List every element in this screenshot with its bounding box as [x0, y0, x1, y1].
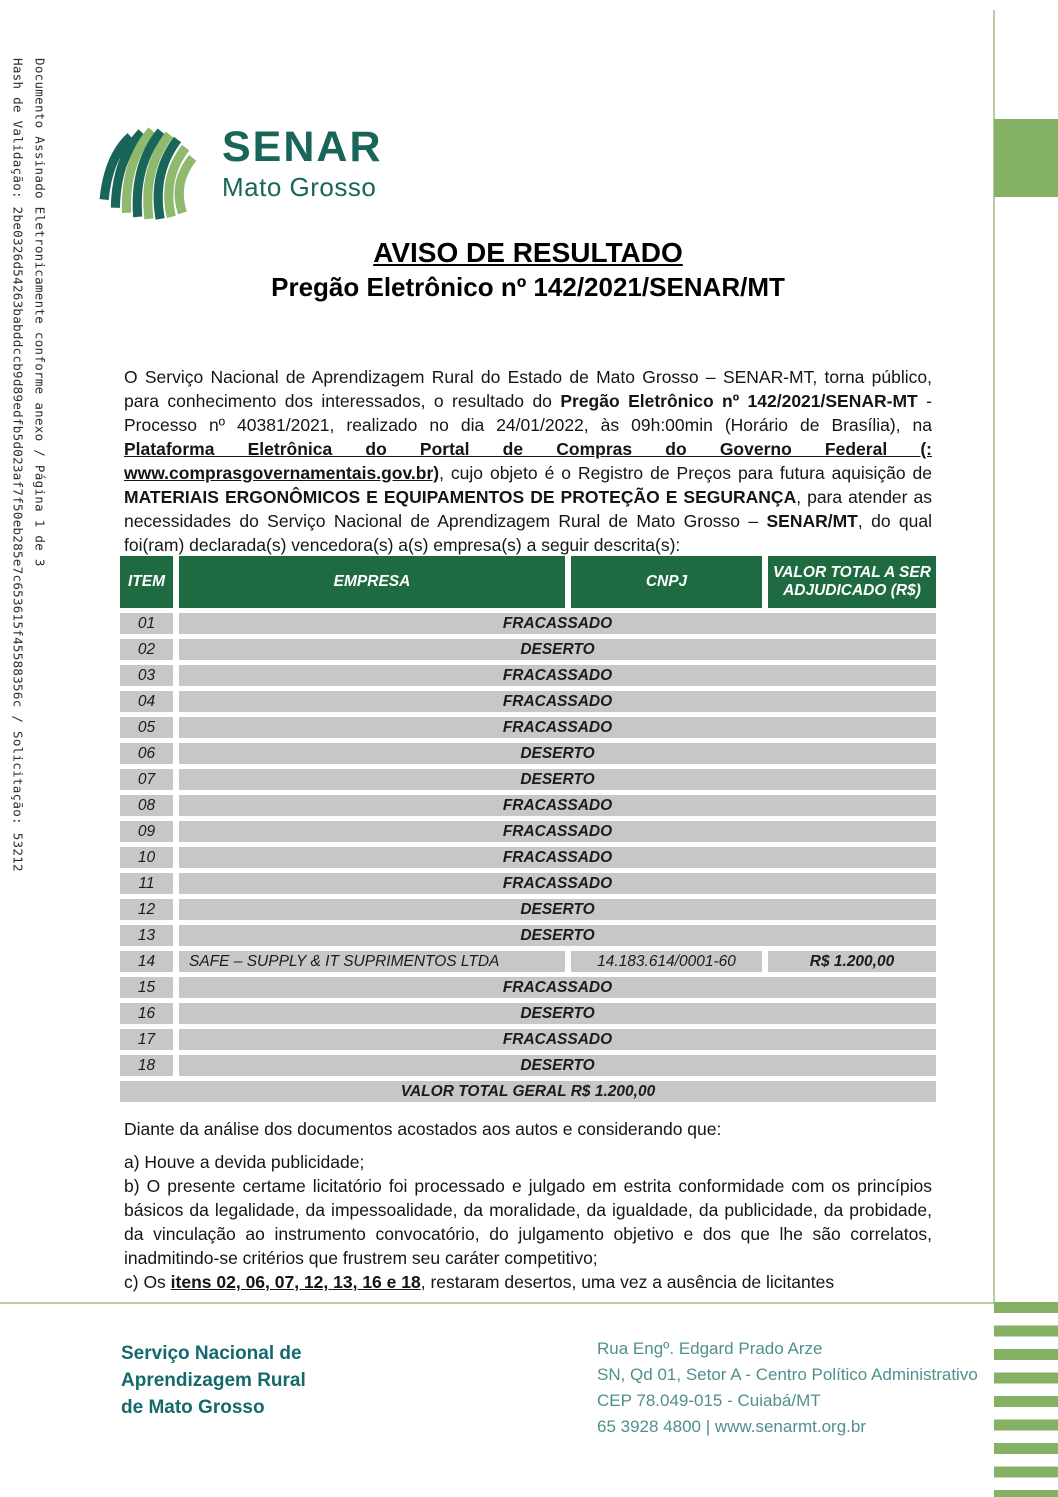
intro-segment: , para atender as necessidades do Serviço Nacional de Aprendizagem Rural de Mato Grosso –	[124, 486, 932, 531]
right-edge-green-block	[994, 119, 1058, 197]
results-table-body	[120, 613, 936, 1102]
item-cell: 16	[120, 1003, 173, 1024]
status-cell: FRACASSADO	[179, 613, 936, 634]
page-subtitle: Pregão Eletrônico nº 142/2021/SENAR/MT	[271, 272, 785, 302]
intro-segment-pregao: Pregão Eletrônico nº 142/2021/SENAR-MT	[560, 390, 918, 411]
logo-subtitle: Mato Grosso	[222, 172, 377, 202]
compras-gov-link[interactable]: Plataforma Eletrônica do Portal de Compras do Governo Federal (: www.comprasgovernamentais.gov.br)	[124, 438, 932, 483]
table-total-row	[120, 1081, 936, 1102]
intro-segment: , cujo objeto é o Registro de Preços para futura aquisição de	[439, 462, 932, 483]
logo-text	[222, 100, 383, 222]
status-cell: DESERTO	[179, 1055, 936, 1076]
table-row	[120, 691, 936, 712]
status-cell: FRACASSADO	[179, 847, 936, 868]
document-title-block	[124, 237, 932, 303]
empresa-cell: SAFE – SUPPLY & IT SUPRIMENTOS LTDA	[179, 951, 565, 972]
footer-org-line: Serviço Nacional de	[121, 1343, 302, 1364]
item-cell: 03	[120, 665, 173, 686]
table-row	[120, 847, 936, 868]
header-empresa: EMPRESA	[179, 556, 565, 608]
status-cell: DESERTO	[179, 769, 936, 790]
table-row	[120, 639, 936, 660]
status-cell: FRACASSADO	[179, 665, 936, 686]
header-cnpj: CNPJ	[571, 556, 762, 608]
senar-wheat-icon	[96, 110, 208, 222]
table-row	[120, 743, 936, 764]
status-cell: DESERTO	[179, 639, 936, 660]
item-cell: 10	[120, 847, 173, 868]
item-c-text: c) Os	[124, 1272, 171, 1292]
item-cell: 15	[120, 977, 173, 998]
item-cell: 13	[120, 925, 173, 946]
watermark-line-signed: Documento Assinado Eletronicamente conforme anexo / Página 1 de 3	[32, 58, 48, 567]
watermark-line-hash: Hash de Validação: 2be0326d54263babddccb9d89edfb5d023af7f50eb285e7c653615f45588356c / Solicitação: 53212	[10, 58, 26, 872]
table-row	[120, 1003, 936, 1024]
cnpj-cell: 14.183.614/0001-60	[571, 951, 762, 972]
item-cell: 09	[120, 821, 173, 842]
considerations-section	[124, 1117, 932, 1294]
item-cell: 12	[120, 899, 173, 920]
item-cell: 05	[120, 717, 173, 738]
header-valor: VALOR TOTAL A SER ADJUDICADO (R$)	[768, 556, 936, 608]
signature-watermark	[6, 58, 51, 872]
intro-segment: , do qual foi(ram) declarada(s) vencedora(s) a(s) empresa(s) a seguir descrita(s):	[124, 510, 932, 555]
item-cell: 06	[120, 743, 173, 764]
table-row	[120, 873, 936, 894]
status-cell: FRACASSADO	[179, 873, 936, 894]
results-table	[114, 551, 942, 1107]
status-cell: DESERTO	[179, 1003, 936, 1024]
header-item: ITEM	[120, 556, 173, 608]
item-cell: 18	[120, 1055, 173, 1076]
consideration-item-b	[124, 1174, 932, 1270]
item-cell: 02	[120, 639, 173, 660]
intro-paragraph	[124, 365, 932, 557]
status-cell: FRACASSADO	[179, 977, 936, 998]
table-row	[120, 925, 936, 946]
logo-name: SENAR	[222, 123, 383, 171]
right-edge-line	[993, 10, 995, 1302]
item-cell: 04	[120, 691, 173, 712]
table-row	[120, 769, 936, 790]
table-row	[120, 821, 936, 842]
senar-logo	[96, 100, 383, 222]
intro-segment-senar: SENAR/MT	[766, 510, 858, 531]
item-c-text: , restaram desertos, uma vez a ausência de licitantes	[420, 1272, 835, 1292]
considerations-intro: Diante da análise dos documentos acostados aos autos e considerando que:	[124, 1119, 722, 1139]
footer-address-line: CEP 78.049-015 - Cuiabá/MT	[597, 1391, 821, 1410]
table-row	[120, 977, 936, 998]
table-row	[120, 613, 936, 634]
consideration-item-a	[124, 1150, 932, 1174]
item-c-deserted-items: itens 02, 06, 07, 12, 13, 16 e 18	[170, 1272, 421, 1292]
total-cell: VALOR TOTAL GERAL R$ 1.200,00	[120, 1081, 936, 1102]
item-a-text: a) Houve a devida publicidade;	[124, 1152, 365, 1172]
intro-segment-objeto: MATERIAIS ERGONÔMICOS E EQUIPAMENTOS DE PROTEÇÃO E SEGURANÇA	[124, 486, 797, 507]
footer-address-line: SN, Qd 01, Setor A - Centro Político Administrativo	[597, 1365, 978, 1384]
item-cell: 17	[120, 1029, 173, 1050]
footer-divider	[0, 1302, 994, 1304]
footer-address-line: Rua Engº. Edgard Prado Arze	[597, 1339, 823, 1358]
status-cell: DESERTO	[179, 925, 936, 946]
item-cell: 07	[120, 769, 173, 790]
footer-org-line: de Mato Grosso	[121, 1397, 265, 1418]
status-cell: FRACASSADO	[179, 821, 936, 842]
status-cell: FRACASSADO	[179, 795, 936, 816]
table-row	[120, 717, 936, 738]
status-cell: FRACASSADO	[179, 717, 936, 738]
table-row	[120, 665, 936, 686]
status-cell: DESERTO	[179, 743, 936, 764]
table-row	[120, 899, 936, 920]
consideration-item-c	[124, 1270, 932, 1294]
table-header-row	[120, 556, 936, 608]
table-row	[120, 1055, 936, 1076]
valor-cell: R$ 1.200,00	[768, 951, 936, 972]
status-cell: FRACASSADO	[179, 691, 936, 712]
intro-segment: O Serviço Nacional de Aprendizagem Rural do Estado de Mato Grosso – SENAR-MT, torna público, para conhecimento dos interessados, o resultado do	[124, 366, 932, 411]
table-row	[120, 795, 936, 816]
footer-address-line: 65 3928 4800 | www.senarmt.org.br	[597, 1417, 867, 1436]
item-cell: 01	[120, 613, 173, 634]
footer-address	[597, 1336, 978, 1440]
table-row	[120, 951, 936, 972]
item-cell: 11	[120, 873, 173, 894]
item-cell: 14	[120, 951, 173, 972]
footer-org-line: Aprendizagem Rural	[121, 1370, 306, 1391]
right-edge-stripes	[994, 1302, 1058, 1497]
item-b-text: b) O presente certame licitatório foi processado e julgado em estrita conformidade com os princípios básicos da legalidade, da impessoalidade, da moralidade, da igualdade, da publicidade, da probidade, da vinculação ao instrumento convocatório, do julgamento objetivo e dos que lhe são correlatos, inadmitindo-se critérios que frustrem seu caráter competitivo;	[124, 1176, 932, 1268]
item-cell: 08	[120, 795, 173, 816]
status-cell: DESERTO	[179, 899, 936, 920]
intro-segment: - Processo nº 40381/2021, realizado no dia 24/01/2022, às 09h:00min (Horário de Brasília), na	[124, 390, 932, 435]
status-cell: FRACASSADO	[179, 1029, 936, 1050]
page-title: AVISO DE RESULTADO	[373, 237, 683, 268]
table-row	[120, 1029, 936, 1050]
footer-organization	[121, 1340, 306, 1421]
